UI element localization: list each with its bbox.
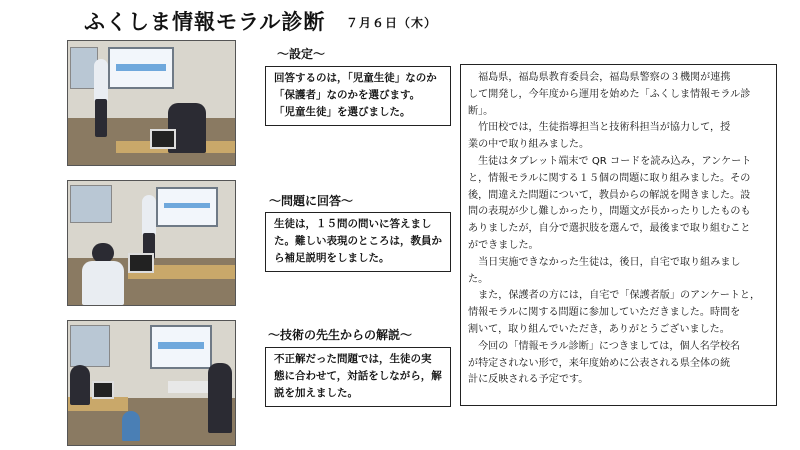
article-line: ありましたが，自分で選択肢を選んで，最後まで取り組むこと <box>468 223 751 235</box>
article-line: と，情報モラルに関する１５個の問題に取り組みました。その <box>468 172 751 184</box>
article-line: ができました。 <box>468 239 539 251</box>
page-title: ふくしま情報モラル診断 <box>84 10 326 34</box>
article-line: 情報モラルに関する問題に参加していただきました。時間を <box>468 307 741 319</box>
caption-line: 生徒は，１５問の問いに答えまし <box>274 218 432 230</box>
heading-answering: ～問題に回答～ <box>269 194 354 208</box>
article-line: 問の表現が少し難しかったり，問題文が長かったりしたものも <box>468 206 751 218</box>
caption-line: 「児童生徒」を選びました。 <box>274 106 411 118</box>
date-label: ７月６日（木） <box>346 16 438 30</box>
caption-line: 説を加えました。 <box>274 387 358 399</box>
article-line: して開発し，今年度から運用を始めた「ふくしま情報モラル診 <box>468 88 751 100</box>
article-line: 断」。 <box>468 105 494 117</box>
heading-explanation: ～技術の先生からの解説～ <box>268 328 413 342</box>
caption-answering <box>265 212 451 272</box>
article-line: また，保護者の方には，自宅で「保護者版」のアンケートと， <box>468 290 761 302</box>
caption-line: た。難しい表現のところは，教員か <box>274 235 442 247</box>
caption-line: 回答するのは，「児童生徒」なのか <box>274 72 437 84</box>
article-body <box>460 64 777 406</box>
article-line: 後，間違えた問題について，教員からの解説を聞きました。設 <box>468 189 751 201</box>
article-line: 福島県，福島県教育委員会，福島県警察の３機関が連携 <box>468 72 731 83</box>
article-line: 竹田校では，生徒指導担当と技術科担当が協力して，授 <box>468 122 731 134</box>
caption-line: 態に合わせて，対話をしながら，解 <box>274 370 442 382</box>
caption-line: 「保護者」なのかを選びます。 <box>274 89 421 101</box>
caption-settings <box>265 66 451 126</box>
article-line: た。 <box>468 273 489 285</box>
article-line: 生徒はタブレット端末で QR コードを読み込み，アンケート <box>468 155 752 167</box>
article-line: 今回の「情報モラル診断」につきましては，個人名学校名 <box>468 340 741 352</box>
article-line: 当日実施できなかった生徒は，後日，自宅で取り組みまし <box>468 256 741 268</box>
caption-explanation <box>265 347 451 407</box>
photo-answering <box>67 180 236 306</box>
caption-line: 不正解だった問題では，生徒の実 <box>274 353 432 365</box>
article-line: 業の中で取り組みました。 <box>468 139 590 151</box>
article-line: が特定されない形で，来年度始めに公表される県全体の統 <box>468 357 731 369</box>
photo-explanation <box>67 320 236 446</box>
caption-line: ら補足説明をしました。 <box>274 252 390 264</box>
article-line: 割いて，取り組んでいただき，ありがとうございました。 <box>468 323 730 335</box>
heading-settings: ～設定～ <box>277 47 326 61</box>
article-line: 計に反映される予定です。 <box>468 374 589 386</box>
photo-setup <box>67 40 236 166</box>
